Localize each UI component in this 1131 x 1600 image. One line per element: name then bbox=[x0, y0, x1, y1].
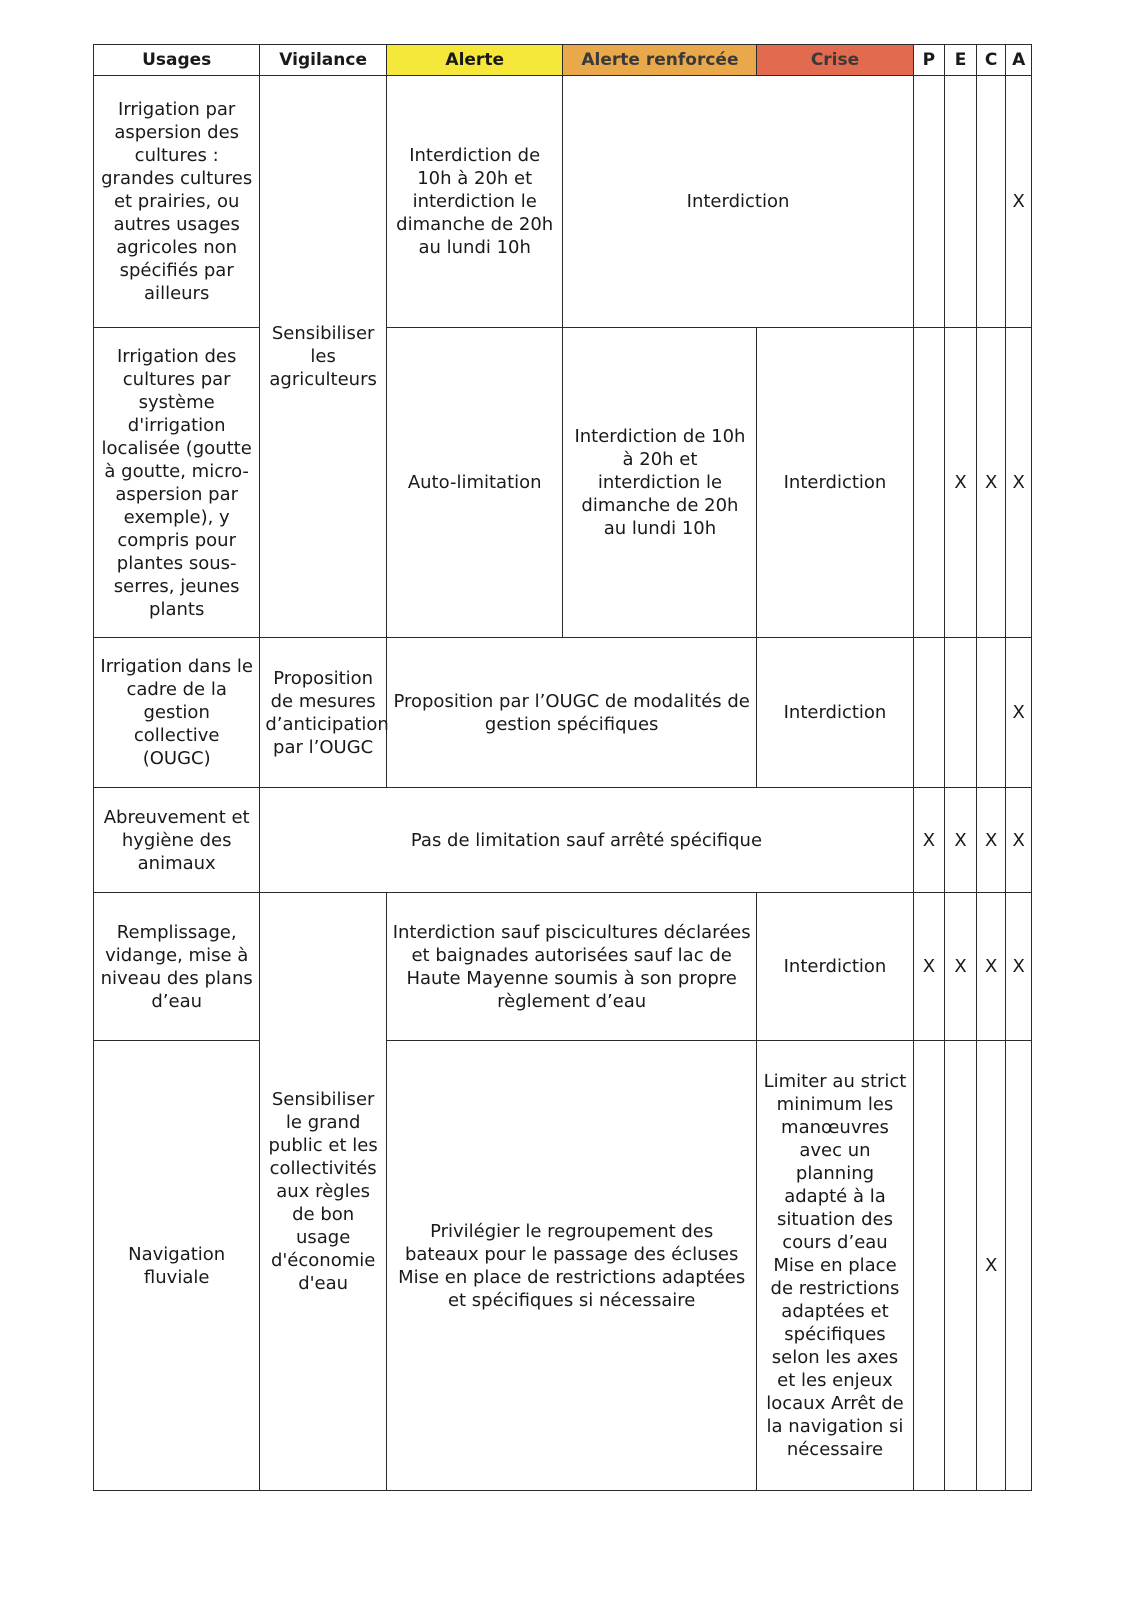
alerte-renforcee-cell: Privilégier le regroupement des bateaux pour le passage des écluses Mise en place de restrictions adaptées et spécifiques si nécessaire bbox=[386, 1041, 756, 1491]
mark-c: X bbox=[976, 893, 1006, 1041]
usage-cell: Abreuvement et hygiène des animaux bbox=[94, 788, 260, 893]
crise-cell: Interdiction bbox=[757, 328, 913, 638]
usage-cell: Irrigation des cultures par système d'irrigation localisée (goutte à goutte, micro-aspersion par exemple), y compris pour plantes sous-serres, jeunes plants bbox=[94, 328, 260, 638]
table-row bbox=[94, 76, 1032, 328]
crise-cell: Limiter au strict minimum les manœuvres avec un planning adapté à la situation des cours d’eau Mise en place de restrictions adaptées et spécifiques selon les axes et les enjeux locaux Arrêt de la navigation si nécessaire bbox=[757, 1041, 913, 1491]
mark-a: X bbox=[1006, 328, 1032, 638]
header-usages: Usages bbox=[94, 45, 260, 76]
usage-cell: Irrigation dans le cadre de la gestion collective (OUGC) bbox=[94, 638, 260, 788]
alerte-cell: Interdiction de 10h à 20h et interdiction le dimanche de 20h au lundi 10h bbox=[386, 76, 563, 328]
mark-e: X bbox=[945, 328, 977, 638]
vigilance-cell: Sensibiliser le grand public et les collectivités aux règles de bon usage d'économie d'eau bbox=[260, 893, 387, 1491]
mark-p: X bbox=[913, 893, 945, 1041]
usage-cell: Remplissage, vidange, mise à niveau des plans d’eau bbox=[94, 893, 260, 1041]
mark-a: X bbox=[1006, 788, 1032, 893]
vigilance-cell: Proposition de mesures d’anticipation par l’OUGC bbox=[260, 638, 387, 788]
header-vigilance: Vigilance bbox=[260, 45, 387, 76]
mark-p bbox=[913, 1041, 945, 1491]
mark-p bbox=[913, 76, 945, 328]
header-e: E bbox=[945, 45, 977, 76]
mark-p bbox=[913, 328, 945, 638]
mark-c bbox=[976, 76, 1006, 328]
header-c: C bbox=[976, 45, 1006, 76]
renforcee-cell: Interdiction de 10h à 20h et interdiction le dimanche de 20h au lundi 10h bbox=[563, 328, 757, 638]
crise-cell: Interdiction bbox=[757, 893, 913, 1041]
header-alerte-renforcee: Alerte renforcée bbox=[563, 45, 757, 76]
alerte-cell: Auto-limitation bbox=[386, 328, 563, 638]
mark-e bbox=[945, 638, 977, 788]
water-restrictions-table bbox=[93, 44, 1032, 1491]
mark-c bbox=[976, 638, 1006, 788]
mark-a: X bbox=[1006, 638, 1032, 788]
mark-a: X bbox=[1006, 76, 1032, 328]
mark-p: X bbox=[913, 788, 945, 893]
mark-c: X bbox=[976, 788, 1006, 893]
mark-a: X bbox=[1006, 893, 1032, 1041]
header-a: A bbox=[1006, 45, 1032, 76]
mark-e bbox=[945, 1041, 977, 1491]
table-row bbox=[94, 893, 1032, 1041]
usage-cell: Navigation fluviale bbox=[94, 1041, 260, 1491]
header-alerte: Alerte bbox=[386, 45, 563, 76]
header-row bbox=[94, 45, 1032, 76]
header-p: P bbox=[913, 45, 945, 76]
header-crise: Crise bbox=[757, 45, 913, 76]
alerte-renforcee-cell: Proposition par l’OUGC de modalités de gestion spécifiques bbox=[386, 638, 756, 788]
renforcee-crise-cell: Interdiction bbox=[563, 76, 913, 328]
mark-c: X bbox=[976, 1041, 1006, 1491]
mark-e: X bbox=[945, 788, 977, 893]
table-row bbox=[94, 638, 1032, 788]
all-levels-cell: Pas de limitation sauf arrêté spécifique bbox=[260, 788, 913, 893]
table-row bbox=[94, 788, 1032, 893]
crise-cell: Interdiction bbox=[757, 638, 913, 788]
table-row bbox=[94, 1041, 1032, 1491]
usage-cell: Irrigation par aspersion des cultures : grandes cultures et prairies, ou autres usages agricoles non spécifiés par ailleurs bbox=[94, 76, 260, 328]
mark-p bbox=[913, 638, 945, 788]
mark-a bbox=[1006, 1041, 1032, 1491]
mark-e: X bbox=[945, 893, 977, 1041]
table-row bbox=[94, 328, 1032, 638]
alerte-renforcee-cell: Interdiction sauf piscicultures déclarées et baignades autorisées sauf lac de Haute Mayenne soumis à son propre règlement d’eau bbox=[386, 893, 756, 1041]
mark-e bbox=[945, 76, 977, 328]
mark-c: X bbox=[976, 328, 1006, 638]
vigilance-cell: Sensibiliser les agriculteurs bbox=[260, 76, 387, 638]
